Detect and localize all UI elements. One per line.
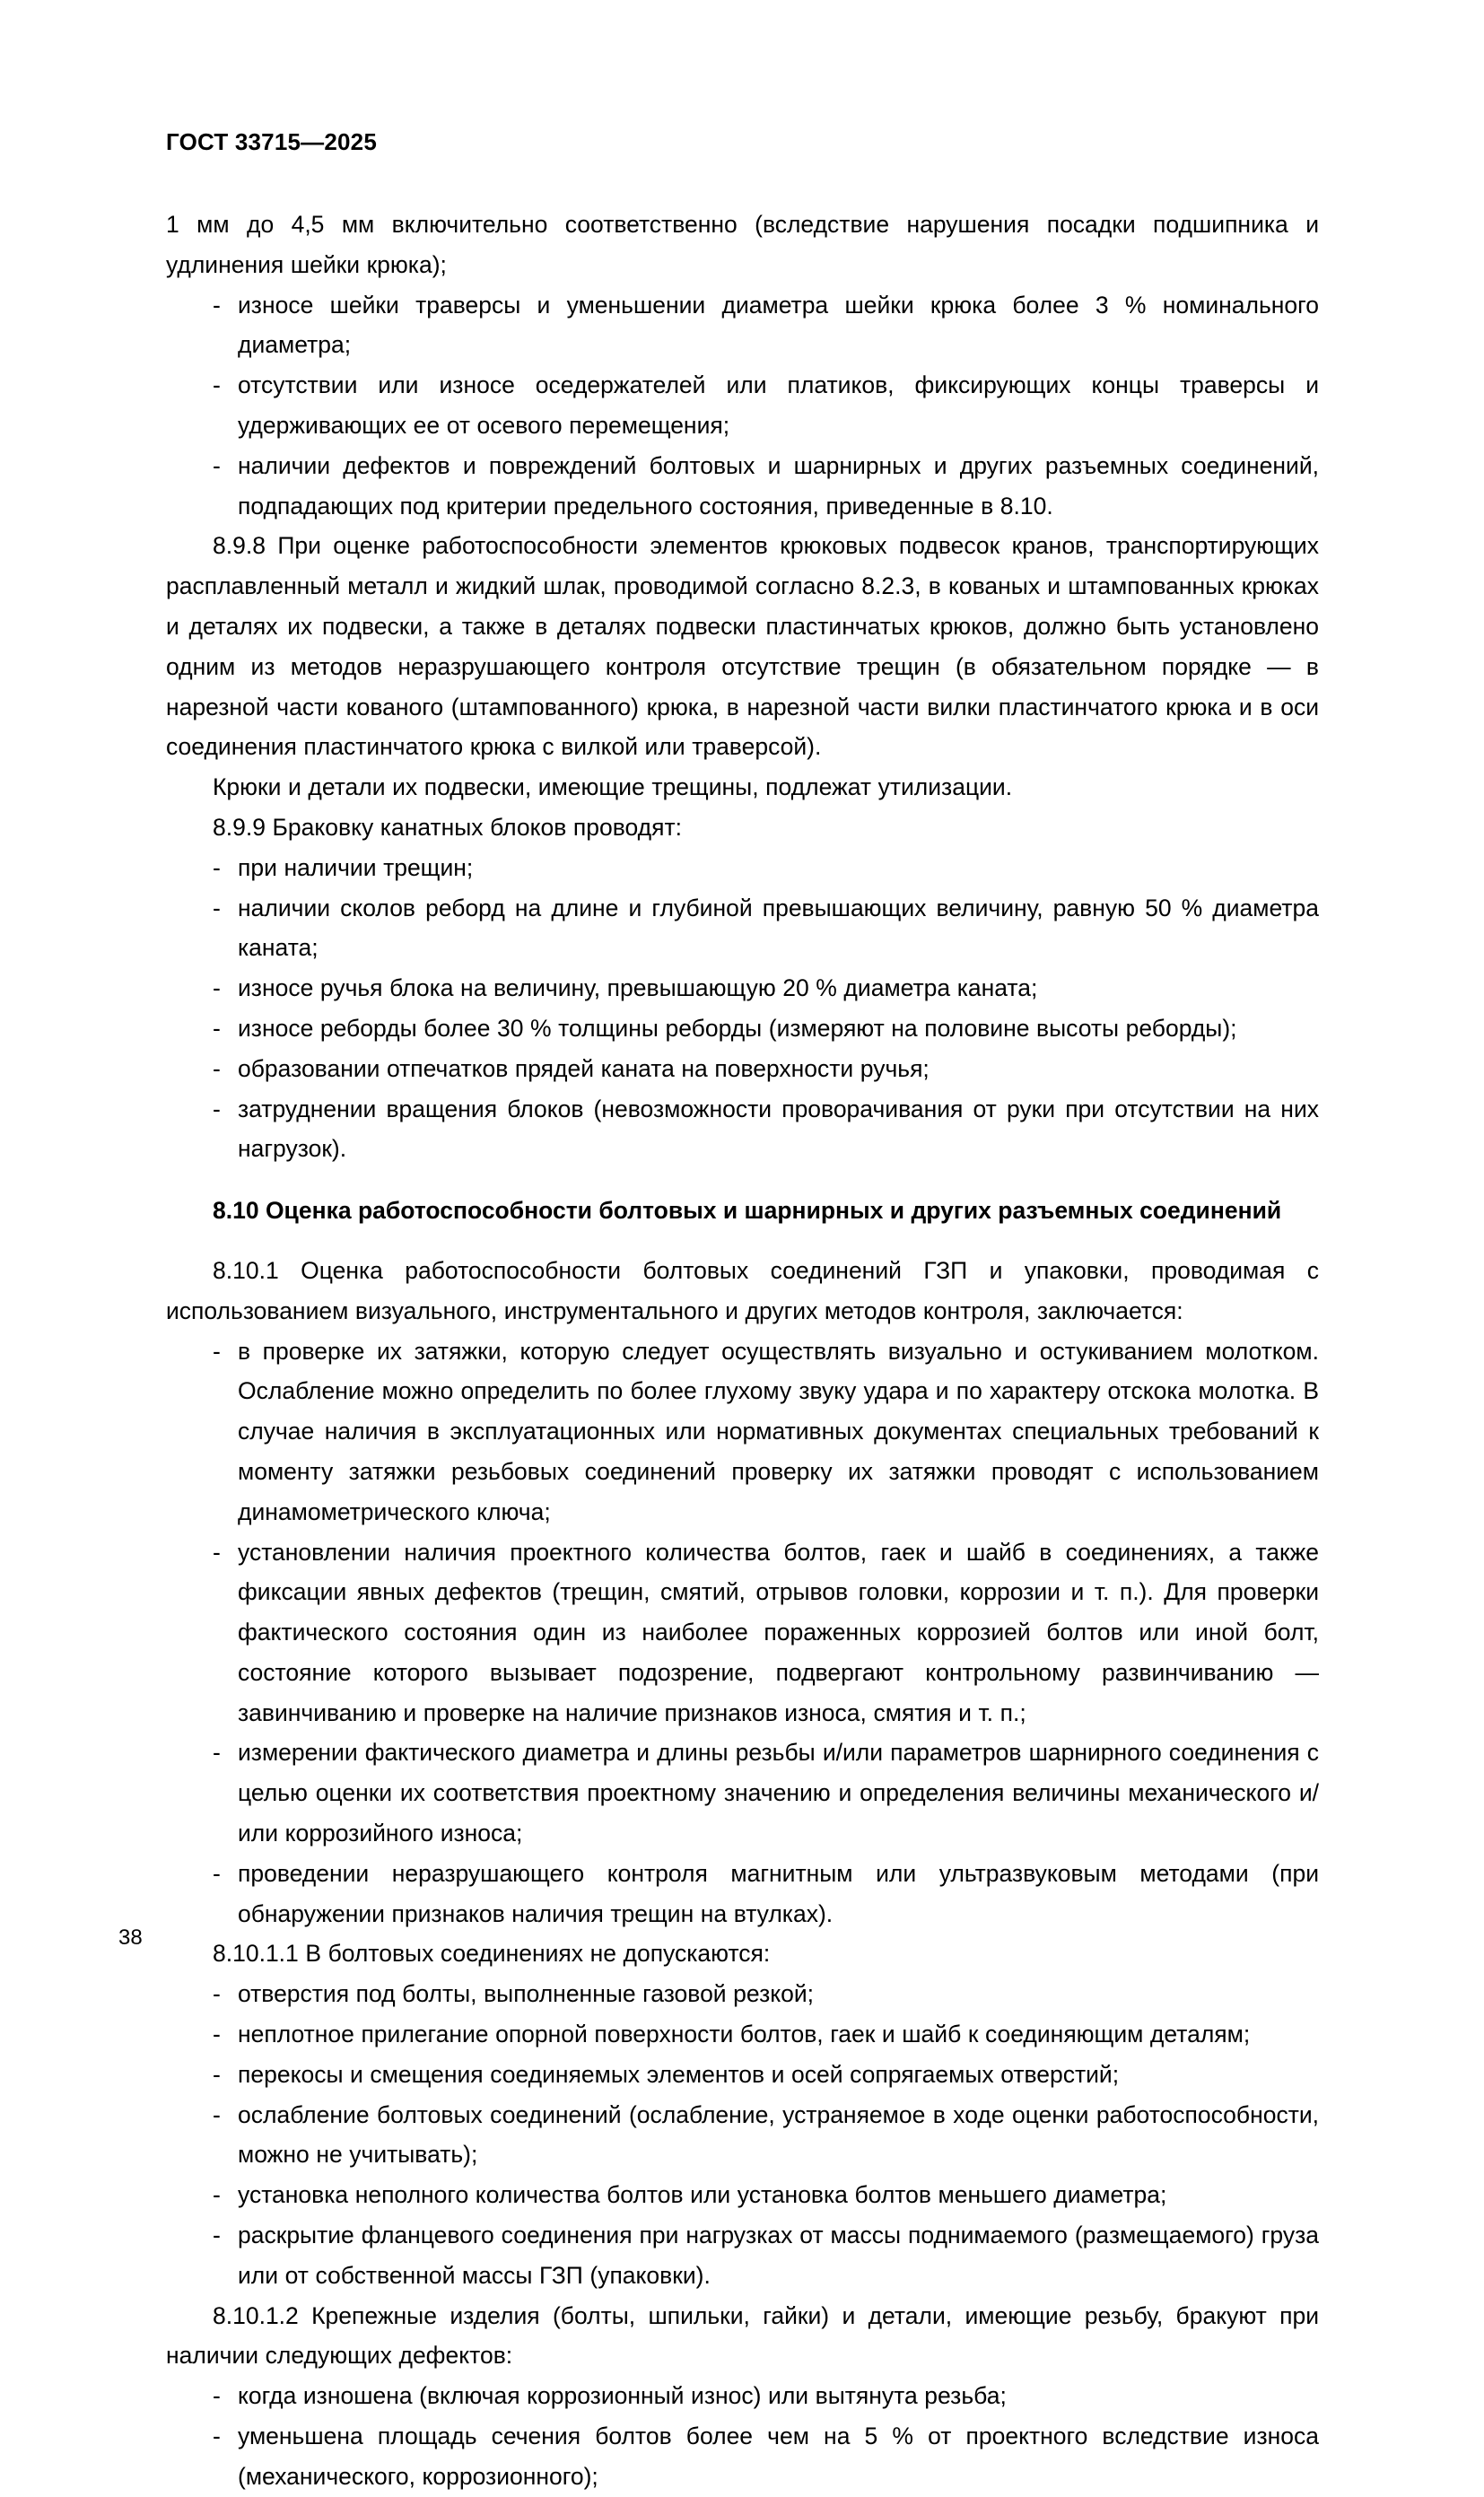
- list-item: - неплотное прилегание опорной поверхности болтов, гаек и шайб к соединяющим деталям;: [166, 2014, 1319, 2055]
- clause-paragraph: 8.10.1.2 Крепежные изделия (болты, шпильки, гайки) и детали, имеющие резьбу, бракуют при наличии следующих дефектов:: [166, 2301, 1319, 2370]
- clause-paragraph: 8.10.1 Оценка работоспособности болтовых соединений ГЗП и упаковки, проводимая с использованием визуального, инструментального и других методов контроля, заключается:: [166, 1256, 1319, 1324]
- list-item: - износе ручья блока на величину, превышающую 20 % диаметра каната;: [166, 968, 1319, 1008]
- list-item: - отсутствии или износе оседержателей или платиков, фиксирующих концы траверсы и удерживающих ее от осевого перемещения;: [166, 365, 1319, 446]
- list-item: - измерении фактического диаметра и длины резьбы и/или параметров шарнирного соединения с целью оценки их соответствия проектному значению и определения величины механического и/или коррозийного износа;: [166, 1733, 1319, 1853]
- paragraph: 1 мм до 4,5 мм включительно соответственно (вследствие нарушения посадки подшипника и удлинения шейки крюка);: [166, 211, 1319, 278]
- list-item: - раскрытие фланцевого соединения при нагрузках от массы поднимаемого (размещаемого) груза или от собственной массы ГЗП (упаковки).: [166, 2215, 1319, 2296]
- list-item: - при наличии трещин;: [166, 848, 1319, 888]
- list-item: - износе реборды более 30 % толщины реборды (измеряют на половине высоты реборды);: [166, 1008, 1319, 1049]
- page-header: ГОСТ 33715—2025: [166, 128, 377, 155]
- list-item: - проведении неразрушающего контроля магнитным или ультразвуковым методами (при обнаружении признаков наличия трещин на втулках).: [166, 1854, 1319, 1934]
- list-item: - наличии сколов реборд на длине и глубиной превышающих величину, равную 50 % диаметра каната;: [166, 888, 1319, 969]
- list-item: - перекосы и смещения соединяемых элементов и осей сопрягаемых отверстий;: [166, 2055, 1319, 2095]
- list-item: - отверстия под болты, выполненные газовой резкой;: [166, 1974, 1319, 2014]
- list-item: - уменьшена площадь сечения болтов более чем на 5 % от проектного вследствие износа (механического, коррозионного);: [166, 2416, 1319, 2497]
- section-heading: 8.10 Оценка работоспособности болтовых и шарнирных и других разъемных соединений: [213, 1197, 1282, 1225]
- list-item: - образовании отпечатков прядей каната на поверхности ручья;: [166, 1049, 1319, 1089]
- list-item: - когда изношена (включая коррозионный износ) или вытянута резьба;: [166, 2376, 1319, 2416]
- list-item: - в проверке их затяжки, которую следует осуществлять визуально и остукиванием молотком. Ослабление можно определить по более глухому звуку удара и по характеру отскока молотка. В случае наличия в эксплуатационных или нормативных документах специальных требований к моменту затяжки резьбовых соединений проверку их затяжки проводят с использованием динамометрического ключа;: [166, 1331, 1319, 1532]
- list-item: - наличии дефектов и повреждений болтовых и шарнирных и других разъемных соединений, подпадающих под критерии предельного состояния, приведенные в 8.10.: [166, 446, 1319, 527]
- page-body: [166, 205, 1319, 2497]
- list-item: - затруднении вращения блоков (невозможности проворачивания от руки при отсутствии на них нагрузок).: [166, 1089, 1319, 1170]
- clause-paragraph: 8.9.9 Браковку канатных блоков проводят:: [213, 813, 682, 841]
- list-item: - ослабление болтовых соединений (ослабление, устраняемое в ходе оценки работоспособности, можно не учитывать);: [166, 2095, 1319, 2176]
- page-number: 38: [118, 1925, 143, 1950]
- clause-paragraph: 8.9.8 При оценке работоспособности элементов крюковых подвесок кранов, транспортирующих расплавленный металл и жидкий шлак, проводимой согласно 8.2.3, в кованых и штампованных крюках и деталях их подвески, а также в деталях подвески пластинчатых крюков, должно быть установлено одним из методов неразрушающего контроля отсутствие трещин (в обязательном порядке — в нарезной части кованого (штампованного) крюка, в нарезной части вилки пластинчатого крюка и в оси соединения пластинчатого крюка с вилкой или траверсой).: [166, 532, 1319, 761]
- paragraph: Крюки и детали их подвески, имеющие трещины, подлежат утилизации.: [213, 773, 1013, 801]
- list-item: - установка неполного количества болтов или установка болтов меньшего диаметра;: [166, 2175, 1319, 2215]
- clause-paragraph: 8.10.1.1 В болтовых соединениях не допускаются:: [213, 1940, 771, 1968]
- list-item: - установлении наличия проектного количества болтов, гаек и шайб в соединениях, а также фиксации явных дефектов (трещин, смятий, отрывов головки, коррозии и т. п.). Для проверки фактического состояния один из наиболее пораженных коррозией болтов или иной болт, состояние которого вызывает подозрение, подвергают контрольному развинчиванию — завинчиванию и проверке на наличие признаков износа, смятия и т. п.;: [166, 1532, 1319, 1733]
- list-item: - износе шейки траверсы и уменьшении диаметра шейки крюка более 3 % номинального диаметра;: [166, 285, 1319, 366]
